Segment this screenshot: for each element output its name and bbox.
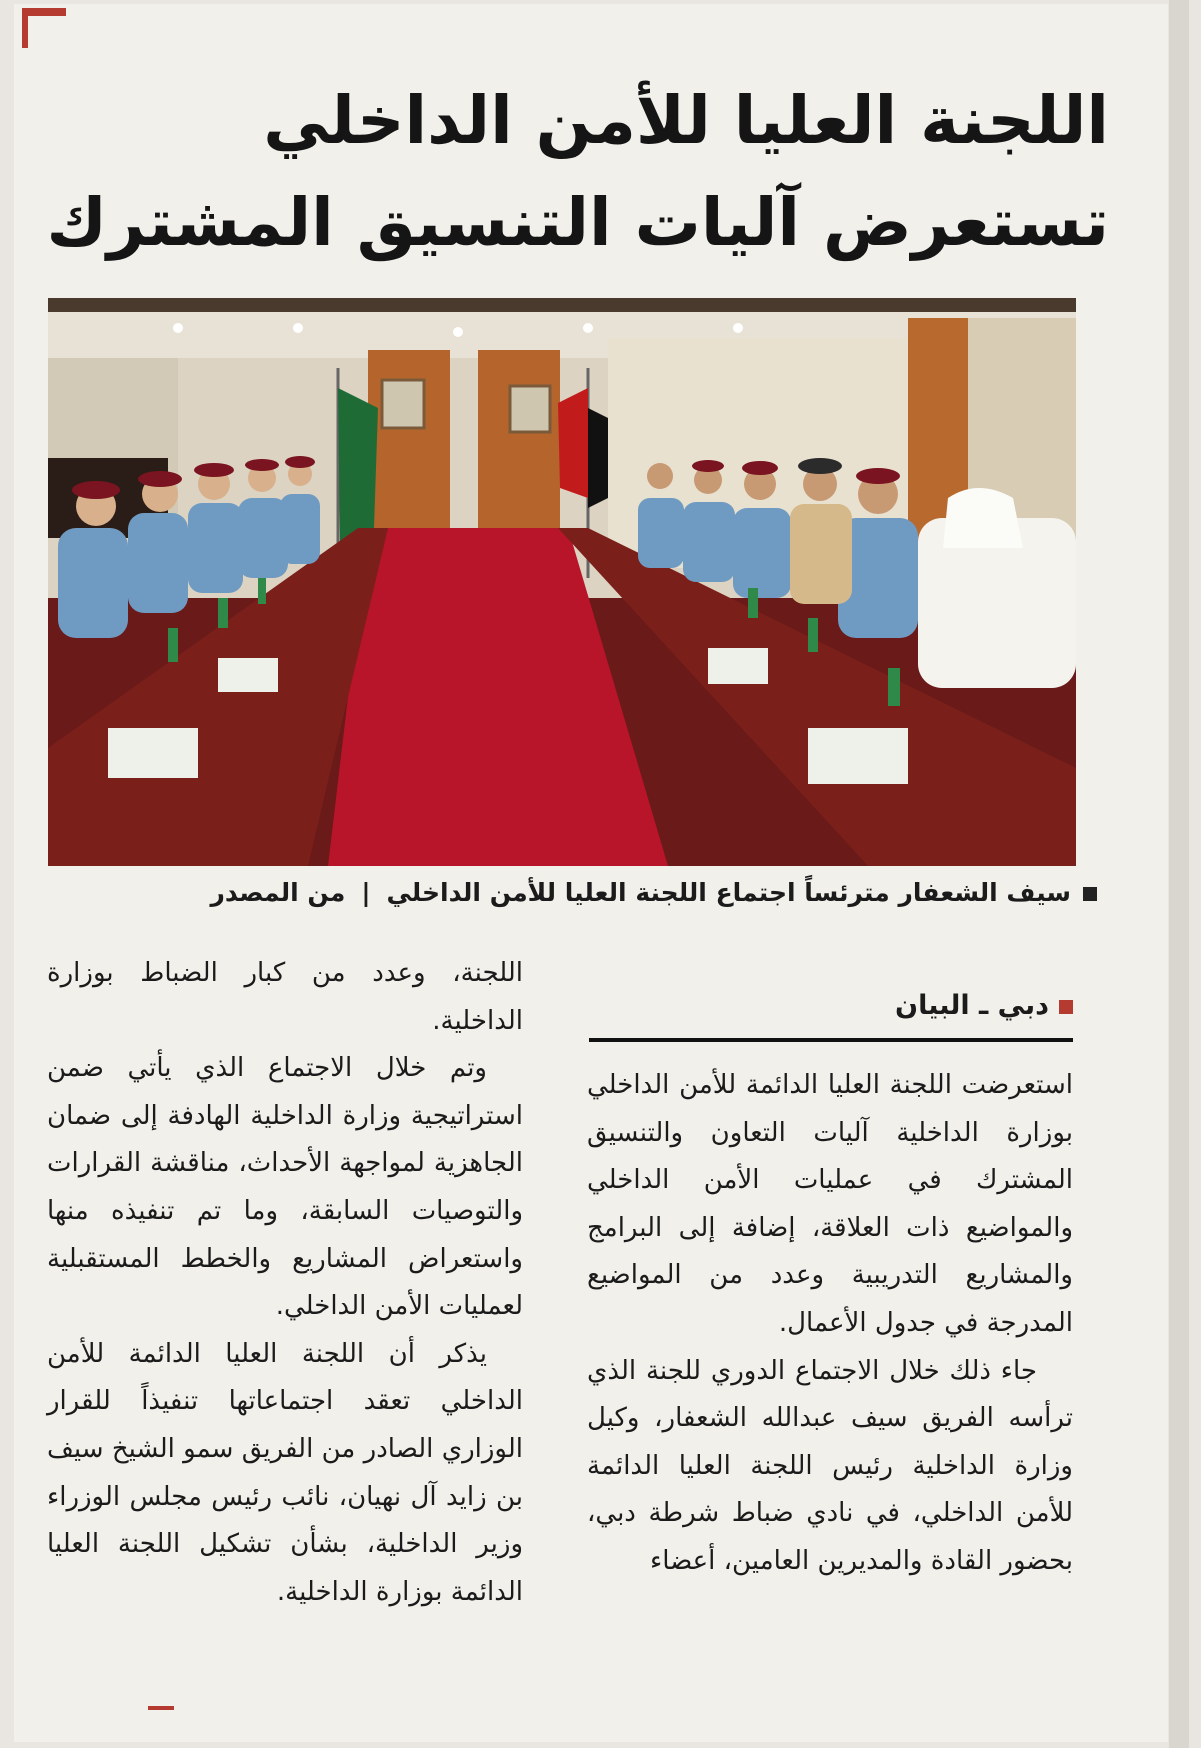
photo-caption [117, 878, 1097, 918]
headline-line-2: تستعرض آليات التنسيق المشترك [46, 184, 1109, 261]
dateline-text: دبي ـ البيان [895, 990, 1049, 1021]
article-column-left [47, 950, 523, 1616]
dateline-rule [589, 1038, 1073, 1042]
page-edge [1169, 0, 1189, 1748]
caption-separator: | [361, 878, 371, 907]
article-column-right [587, 1062, 1073, 1586]
caption-bullet-icon [1083, 887, 1097, 901]
red-corner-mark [22, 8, 66, 16]
meeting-photo [48, 298, 1076, 866]
headline [46, 70, 1109, 274]
meeting-photo-illustration [48, 298, 1076, 866]
dateline-block [589, 990, 1073, 1042]
article-paragraph: اللجنة، وعدد من كبار الضباط بوزارة الداخلية. [47, 958, 523, 1036]
article-paragraph: وتم خلال الاجتماع الذي يأتي ضمن استراتيجية وزارة الداخلية الهادفة إلى ضمان الجاهزية لمواجهة الأحداث، مناقشة القرارات والتوصيات السابقة، وما تم تنفيذه منها واستعراض المشاريع والخطط المستقبلية لعمليات الأمن الداخلي. [47, 1053, 523, 1322]
dateline-bullet-icon [1059, 1000, 1073, 1014]
red-corner-mark-vertical [22, 8, 28, 48]
article-paragraph: جاء ذلك خلال الاجتماع الدوري للجنة الذي ترأسه الفريق سيف عبدالله الشعفار، وكيل وزارة الداخلية رئيس اللجنة العليا الدائمة للأمن الداخلي، في نادي ضباط شرطة دبي، بحضور القادة والمديرين العامين، أعضاء [587, 1355, 1073, 1576]
dateline [895, 990, 1073, 1021]
headline-line-1: اللجنة العليا للأمن الداخلي [263, 82, 1109, 159]
caption-text: سيف الشعفار مترئساً اجتماع اللجنة العليا للأمن الداخلي [386, 878, 1071, 907]
article-paragraph: استعرضت اللجنة العليا الدائمة للأمن الداخلي بوزارة الداخلية آليات التعاون والتنسيق المشترك في عمليات الأمن الداخلي والمواضيع ذات العلاقة، إضافة إلى البرامج والمشاريع التدريبية وعدد من المواضيع المدرجة في جدول الأعمال. [587, 1070, 1073, 1338]
footer-red-mark [148, 1706, 174, 1710]
article-paragraph: يذكر أن اللجنة العليا الدائمة للأمن الداخلي تعقد اجتماعاتها تنفيذاً للقرار الوزاري الصادر من الفريق سمو الشيخ سيف بن زايد آل نهيان، نائب رئيس مجلس الوزراء وزير الداخلية، بشأن تشكيل اللجنة العليا الدائمة بوزارة الداخلية. [47, 1338, 523, 1607]
caption-source: من المصدر [210, 878, 346, 907]
